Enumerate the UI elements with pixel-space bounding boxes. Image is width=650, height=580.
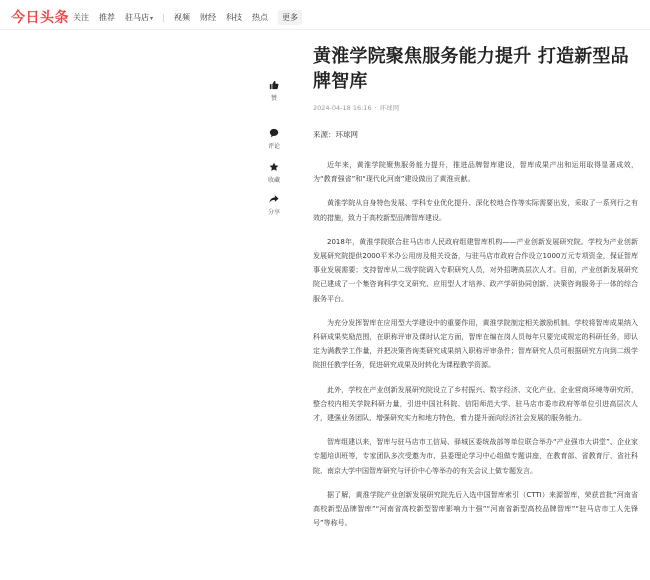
meta-source[interactable]: 环球网 <box>379 104 400 112</box>
top-navigation-bar <box>0 0 650 30</box>
nav-local-city-label: 驻马店 <box>125 13 149 22</box>
favorite-button[interactable] <box>260 162 288 184</box>
publish-date: 2024-04-18 16:16 <box>313 104 372 112</box>
share-label: 分享 <box>267 209 280 216</box>
channel-nav <box>73 10 302 25</box>
comment-button[interactable] <box>260 128 288 150</box>
nav-local-city[interactable] <box>125 12 153 23</box>
like-label: 赞 <box>270 95 277 102</box>
article-paragraph: 此外，学校在产业创新发展研究院设立了乡村振兴、数字经济、文化产业、企业营商环境等研究所，整合校内相关学院科研力量，引进中国社科院、信阳师范大学、驻马店市委市政府等单位引进高层次人才，建强业务团队、增强研究实力和地方特色，着力提升面向经济社会发展的服务能力。 <box>313 385 638 423</box>
article-content <box>313 44 638 530</box>
nav-video[interactable]: 视频 <box>174 13 191 22</box>
nav-recommend[interactable]: 推荐 <box>99 13 115 22</box>
article-paragraph: 为充分发挥智库在应用型大学建设中的重要作用，黄淮学院制定相关激励机制。学校将智库成果纳入科研成果奖励范围，在职称评审及课时认定方面，智库在编在岗人员每年只要完成规定的科研任务，即认定为满教学工作量，并把决策咨询类研究成果纳入职称评审条件；智库研究人员可根据研究方向到二级学院担任教学任务，促进研究成果及时转化为课程教学资源。 <box>313 318 638 370</box>
nav-more-button[interactable]: 更多 <box>278 10 302 25</box>
source-line: 来源：环球网 <box>313 130 358 139</box>
thumbs-up-icon <box>269 80 279 90</box>
article-paragraph: 近年来，黄淮学院聚焦服务能力提升，推进品牌智库建设，智库成果产出和运用取得显著成效，为“教育强省”和“现代化河南”建设做出了黄淮贡献。 <box>313 161 638 184</box>
nav-divider <box>163 14 164 22</box>
article-paragraph: 据了解，黄淮学院产业创新发展研究院先后入选中国智库索引（CTTI）来源智库，荣获首批“河南省高校新型品牌智库”“河南省高校新型智库影响力十强”“河南省新型高校品牌智库”“驻马店市工人先锋号”等称号。 <box>313 490 638 528</box>
nav-follow[interactable]: 关注 <box>73 13 89 22</box>
nav-tech[interactable]: 科技 <box>226 13 243 22</box>
meta-separator: · <box>374 104 377 112</box>
share-icon <box>269 194 279 204</box>
nav-hot[interactable]: 热点 <box>252 13 269 22</box>
comment-icon <box>269 128 279 138</box>
article-title: 黄淮学院聚焦服务能力提升 打造新型品牌智库 <box>313 46 629 92</box>
site-logo[interactable]: 今日头条 <box>11 10 69 26</box>
article-meta <box>313 103 638 112</box>
star-icon <box>269 162 279 172</box>
favorite-label: 收藏 <box>267 177 280 184</box>
article-paragraph: 2018年，黄淮学院联合驻马店市人民政府组建智库机构——产业创新发展研究院。学校为产业创新发展研究院提供2000平米办公用房及相关设备，与驻马店市政府合作设立1000万元专项资金，保证智库事业发展需要；支持智库从二级学院调入专职研究人员，对外招聘高层次人才。目前，产业创新发展研究院已建成了一个集咨询科学交叉研究、应用型人才培养、政产学研协同创新、决策咨询服务于一体的综合服务平台。 <box>313 237 638 303</box>
nav-finance[interactable]: 财经 <box>200 13 217 22</box>
comment-label: 评论 <box>267 143 280 150</box>
article-paragraph: 黄淮学院从自身特色发展、学科专业优化提升、深化校地合作等实际需要出发，采取了一系列行之有效的措施，致力于高校新型品牌智库建设。 <box>313 199 638 222</box>
chevron-down-icon: ▾ <box>150 15 154 22</box>
like-button[interactable] <box>260 80 288 102</box>
article-paragraph: 智库组建以来，智库与驻马店市工信局、驿城区委统战部等单位联合举办“产业强市大讲堂”、企业家专题培训班等，专家团队多次受邀为市、县委理论学习中心组做专题讲座，在教育部、省教育厅、省社科院、南京大学中国智库研究与评价中心等举办的有关会议上做专题发言。 <box>313 438 638 475</box>
share-button[interactable] <box>260 194 288 216</box>
